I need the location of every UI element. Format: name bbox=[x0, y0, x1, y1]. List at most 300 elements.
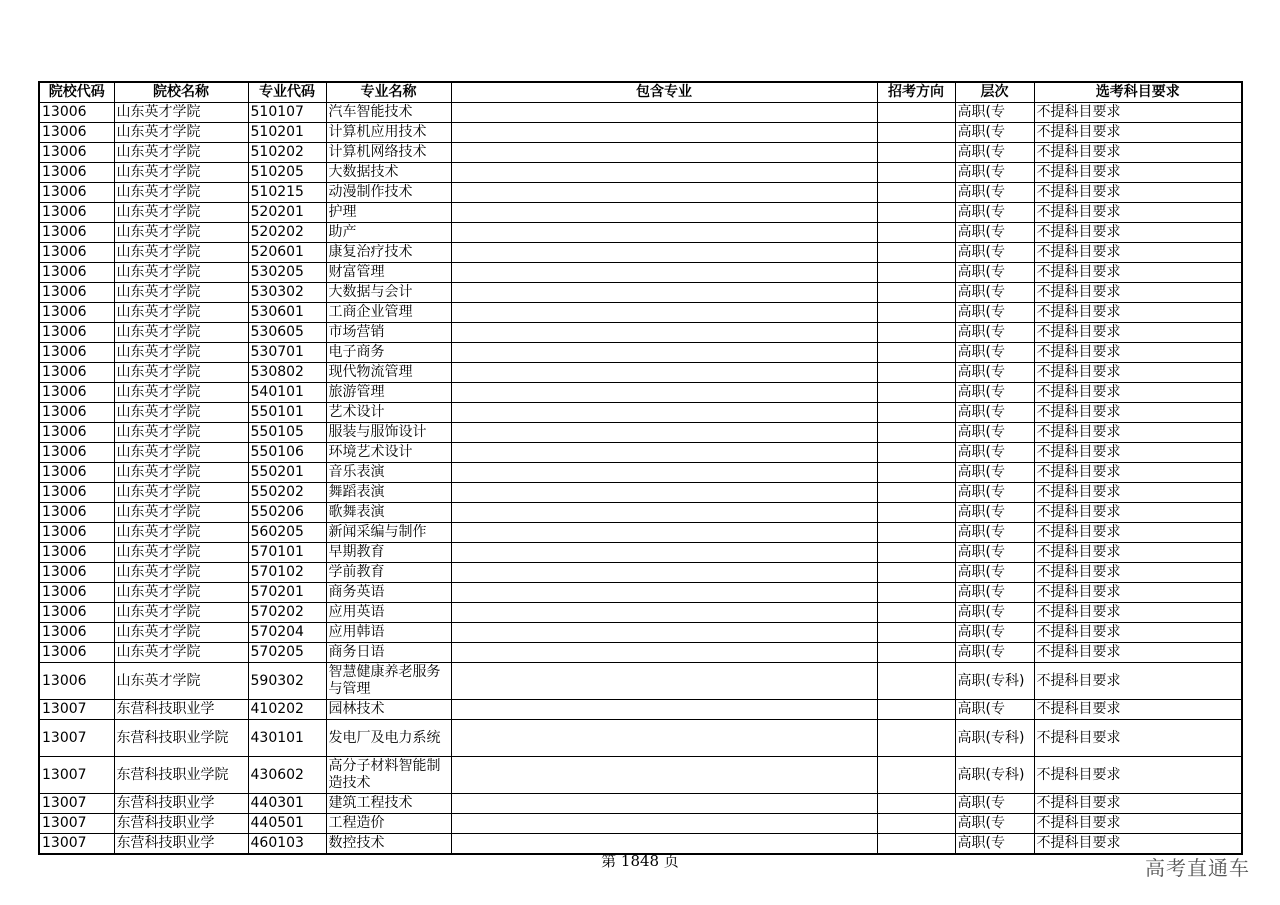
cell-level: 高职(专 bbox=[955, 203, 1034, 223]
cell-school-code: 13006 bbox=[39, 423, 114, 443]
cell-included-majors bbox=[451, 223, 877, 243]
cell-level: 高职(专 bbox=[955, 483, 1034, 503]
cell-school-code: 13006 bbox=[39, 403, 114, 423]
cell-subject-requirement: 不提科目要求 bbox=[1034, 243, 1242, 263]
cell-school-code: 13006 bbox=[39, 343, 114, 363]
cell-subject-requirement: 不提科目要求 bbox=[1034, 700, 1242, 720]
cell-major-name: 电子商务 bbox=[326, 343, 451, 363]
header-row bbox=[39, 82, 1242, 103]
cell-subject-requirement: 不提科目要求 bbox=[1034, 203, 1242, 223]
cell-school-code: 13007 bbox=[39, 720, 114, 757]
header-included-majors: 包含专业 bbox=[451, 82, 877, 103]
cell-major-name: 工商企业管理 bbox=[326, 303, 451, 323]
table-row bbox=[39, 343, 1242, 363]
table-row bbox=[39, 463, 1242, 483]
cell-direction bbox=[877, 383, 955, 403]
table-row bbox=[39, 623, 1242, 643]
cell-major-name: 建筑工程技术 bbox=[326, 794, 451, 814]
cell-school-code: 13006 bbox=[39, 123, 114, 143]
cell-school-name: 东营科技职业学 bbox=[114, 700, 248, 720]
cell-direction bbox=[877, 663, 955, 700]
cell-school-code: 13006 bbox=[39, 603, 114, 623]
cell-major-code: 550202 bbox=[248, 483, 326, 503]
cell-school-code: 13006 bbox=[39, 383, 114, 403]
cell-subject-requirement: 不提科目要求 bbox=[1034, 663, 1242, 700]
cell-direction bbox=[877, 263, 955, 283]
cell-direction bbox=[877, 163, 955, 183]
table-row bbox=[39, 223, 1242, 243]
cell-direction bbox=[877, 223, 955, 243]
cell-included-majors bbox=[451, 563, 877, 583]
cell-major-code: 570202 bbox=[248, 603, 326, 623]
cell-included-majors bbox=[451, 720, 877, 757]
cell-school-name: 山东英才学院 bbox=[114, 163, 248, 183]
cell-included-majors bbox=[451, 323, 877, 343]
cell-included-majors bbox=[451, 583, 877, 603]
cell-level: 高职(专 bbox=[955, 463, 1034, 483]
cell-included-majors bbox=[451, 623, 877, 643]
table-row bbox=[39, 700, 1242, 720]
cell-level: 高职(专 bbox=[955, 543, 1034, 563]
cell-school-name: 山东英才学院 bbox=[114, 343, 248, 363]
cell-major-code: 440301 bbox=[248, 794, 326, 814]
table-row bbox=[39, 757, 1242, 794]
cell-school-code: 13006 bbox=[39, 543, 114, 563]
header-major-name: 专业名称 bbox=[326, 82, 451, 103]
cell-direction bbox=[877, 563, 955, 583]
cell-school-name: 东营科技职业学 bbox=[114, 814, 248, 834]
cell-direction bbox=[877, 303, 955, 323]
cell-major-name: 汽车智能技术 bbox=[326, 103, 451, 123]
cell-level: 高职(专 bbox=[955, 383, 1034, 403]
cell-level: 高职(专 bbox=[955, 700, 1034, 720]
table-row bbox=[39, 323, 1242, 343]
cell-direction bbox=[877, 700, 955, 720]
table-row bbox=[39, 603, 1242, 623]
cell-major-name: 计算机应用技术 bbox=[326, 123, 451, 143]
cell-school-name: 山东英才学院 bbox=[114, 363, 248, 383]
cell-subject-requirement: 不提科目要求 bbox=[1034, 403, 1242, 423]
table-row bbox=[39, 103, 1242, 123]
cell-level: 高职(专 bbox=[955, 834, 1034, 855]
cell-included-majors bbox=[451, 123, 877, 143]
header-level: 层次 bbox=[955, 82, 1034, 103]
cell-school-name: 山东英才学院 bbox=[114, 263, 248, 283]
table-row bbox=[39, 443, 1242, 463]
cell-direction bbox=[877, 123, 955, 143]
cell-school-name: 山东英才学院 bbox=[114, 523, 248, 543]
cell-major-code: 550101 bbox=[248, 403, 326, 423]
cell-direction bbox=[877, 243, 955, 263]
table-row bbox=[39, 203, 1242, 223]
cell-level: 高职(专 bbox=[955, 283, 1034, 303]
table-row bbox=[39, 794, 1242, 814]
cell-subject-requirement: 不提科目要求 bbox=[1034, 834, 1242, 855]
cell-included-majors bbox=[451, 523, 877, 543]
header-subject-requirement: 选考科目要求 bbox=[1034, 82, 1242, 103]
table-row bbox=[39, 243, 1242, 263]
table-row bbox=[39, 503, 1242, 523]
cell-major-name: 护理 bbox=[326, 203, 451, 223]
cell-major-name: 新闻采编与制作 bbox=[326, 523, 451, 543]
cell-school-code: 13006 bbox=[39, 303, 114, 323]
cell-level: 高职(专 bbox=[955, 183, 1034, 203]
cell-subject-requirement: 不提科目要求 bbox=[1034, 283, 1242, 303]
cell-major-name: 艺术设计 bbox=[326, 403, 451, 423]
cell-subject-requirement: 不提科目要求 bbox=[1034, 563, 1242, 583]
cell-major-code: 530601 bbox=[248, 303, 326, 323]
cell-school-name: 山东英才学院 bbox=[114, 623, 248, 643]
cell-subject-requirement: 不提科目要求 bbox=[1034, 623, 1242, 643]
cell-major-name: 学前教育 bbox=[326, 563, 451, 583]
cell-major-code: 430101 bbox=[248, 720, 326, 757]
table-row bbox=[39, 123, 1242, 143]
cell-major-code: 530701 bbox=[248, 343, 326, 363]
cell-level: 高职(专 bbox=[955, 794, 1034, 814]
cell-school-code: 13006 bbox=[39, 263, 114, 283]
cell-school-name: 山东英才学院 bbox=[114, 443, 248, 463]
cell-major-name: 园林技术 bbox=[326, 700, 451, 720]
cell-major-code: 520601 bbox=[248, 243, 326, 263]
cell-subject-requirement: 不提科目要求 bbox=[1034, 323, 1242, 343]
cell-major-code: 410202 bbox=[248, 700, 326, 720]
cell-level: 高职(专 bbox=[955, 643, 1034, 663]
cell-major-name: 音乐表演 bbox=[326, 463, 451, 483]
cell-included-majors bbox=[451, 243, 877, 263]
cell-level: 高职(专科) bbox=[955, 757, 1034, 794]
table-row bbox=[39, 183, 1242, 203]
cell-level: 高职(专 bbox=[955, 443, 1034, 463]
cell-included-majors bbox=[451, 463, 877, 483]
cell-major-code: 440501 bbox=[248, 814, 326, 834]
cell-level: 高职(专 bbox=[955, 343, 1034, 363]
cell-school-code: 13006 bbox=[39, 323, 114, 343]
cell-direction bbox=[877, 603, 955, 623]
cell-included-majors bbox=[451, 423, 877, 443]
cell-subject-requirement: 不提科目要求 bbox=[1034, 543, 1242, 563]
cell-level: 高职(专 bbox=[955, 123, 1034, 143]
cell-included-majors bbox=[451, 203, 877, 223]
cell-major-code: 570101 bbox=[248, 543, 326, 563]
cell-major-code: 530205 bbox=[248, 263, 326, 283]
cell-school-name: 山东英才学院 bbox=[114, 423, 248, 443]
cell-included-majors bbox=[451, 283, 877, 303]
cell-level: 高职(专 bbox=[955, 814, 1034, 834]
cell-subject-requirement: 不提科目要求 bbox=[1034, 583, 1242, 603]
table-row bbox=[39, 643, 1242, 663]
cell-included-majors bbox=[451, 700, 877, 720]
cell-school-name: 山东英才学院 bbox=[114, 283, 248, 303]
cell-major-name: 应用韩语 bbox=[326, 623, 451, 643]
cell-direction bbox=[877, 103, 955, 123]
cell-included-majors bbox=[451, 183, 877, 203]
cell-included-majors bbox=[451, 383, 877, 403]
cell-included-majors bbox=[451, 663, 877, 700]
cell-direction bbox=[877, 483, 955, 503]
cell-school-name: 山东英才学院 bbox=[114, 183, 248, 203]
cell-major-name: 歌舞表演 bbox=[326, 503, 451, 523]
table-row bbox=[39, 163, 1242, 183]
cell-school-name: 山东英才学院 bbox=[114, 303, 248, 323]
cell-subject-requirement: 不提科目要求 bbox=[1034, 757, 1242, 794]
cell-direction bbox=[877, 423, 955, 443]
cell-major-code: 510107 bbox=[248, 103, 326, 123]
cell-direction bbox=[877, 463, 955, 483]
cell-major-code: 460103 bbox=[248, 834, 326, 855]
cell-school-code: 13006 bbox=[39, 183, 114, 203]
cell-major-code: 550105 bbox=[248, 423, 326, 443]
cell-school-name: 山东英才学院 bbox=[114, 203, 248, 223]
cell-subject-requirement: 不提科目要求 bbox=[1034, 503, 1242, 523]
cell-school-code: 13006 bbox=[39, 623, 114, 643]
cell-subject-requirement: 不提科目要求 bbox=[1034, 123, 1242, 143]
cell-school-code: 13006 bbox=[39, 563, 114, 583]
cell-major-name: 动漫制作技术 bbox=[326, 183, 451, 203]
cell-level: 高职(专 bbox=[955, 263, 1034, 283]
cell-included-majors bbox=[451, 757, 877, 794]
cell-major-code: 590302 bbox=[248, 663, 326, 700]
cell-direction bbox=[877, 757, 955, 794]
cell-major-name: 商务日语 bbox=[326, 643, 451, 663]
cell-direction bbox=[877, 543, 955, 563]
cell-direction bbox=[877, 323, 955, 343]
cell-school-code: 13006 bbox=[39, 503, 114, 523]
watermark-logo: 高考直通车 bbox=[1145, 856, 1250, 880]
cell-school-name: 山东英才学院 bbox=[114, 103, 248, 123]
cell-major-name: 高分子材料智能制造技术 bbox=[326, 757, 451, 794]
cell-direction bbox=[877, 503, 955, 523]
cell-school-code: 13006 bbox=[39, 223, 114, 243]
table-row bbox=[39, 383, 1242, 403]
cell-included-majors bbox=[451, 603, 877, 623]
cell-level: 高职(专 bbox=[955, 243, 1034, 263]
cell-level: 高职(专 bbox=[955, 603, 1034, 623]
cell-school-name: 山东英才学院 bbox=[114, 123, 248, 143]
cell-subject-requirement: 不提科目要求 bbox=[1034, 603, 1242, 623]
cell-school-code: 13007 bbox=[39, 794, 114, 814]
cell-major-name: 助产 bbox=[326, 223, 451, 243]
table-row bbox=[39, 263, 1242, 283]
cell-school-code: 13006 bbox=[39, 443, 114, 463]
cell-subject-requirement: 不提科目要求 bbox=[1034, 103, 1242, 123]
cell-school-name: 山东英才学院 bbox=[114, 243, 248, 263]
cell-included-majors bbox=[451, 263, 877, 283]
cell-school-name: 山东英才学院 bbox=[114, 143, 248, 163]
cell-major-code: 520201 bbox=[248, 203, 326, 223]
table-body bbox=[39, 103, 1242, 855]
cell-major-code: 570201 bbox=[248, 583, 326, 603]
cell-included-majors bbox=[451, 343, 877, 363]
cell-major-code: 570205 bbox=[248, 643, 326, 663]
cell-level: 高职(专 bbox=[955, 403, 1034, 423]
cell-school-name: 山东英才学院 bbox=[114, 643, 248, 663]
cell-major-name: 发电厂及电力系统 bbox=[326, 720, 451, 757]
cell-school-code: 13006 bbox=[39, 283, 114, 303]
cell-subject-requirement: 不提科目要求 bbox=[1034, 814, 1242, 834]
cell-school-name: 山东英才学院 bbox=[114, 583, 248, 603]
cell-direction bbox=[877, 643, 955, 663]
cell-level: 高职(专科) bbox=[955, 720, 1034, 757]
cell-subject-requirement: 不提科目要求 bbox=[1034, 443, 1242, 463]
cell-subject-requirement: 不提科目要求 bbox=[1034, 794, 1242, 814]
cell-level: 高职(专 bbox=[955, 103, 1034, 123]
cell-school-code: 13006 bbox=[39, 463, 114, 483]
cell-subject-requirement: 不提科目要求 bbox=[1034, 523, 1242, 543]
cell-major-name: 大数据技术 bbox=[326, 163, 451, 183]
cell-school-code: 13006 bbox=[39, 143, 114, 163]
header-school-name: 院校名称 bbox=[114, 82, 248, 103]
cell-included-majors bbox=[451, 503, 877, 523]
cell-level: 高职(专 bbox=[955, 143, 1034, 163]
cell-school-code: 13006 bbox=[39, 243, 114, 263]
cell-direction bbox=[877, 523, 955, 543]
table-row bbox=[39, 583, 1242, 603]
cell-level: 高职(专 bbox=[955, 503, 1034, 523]
cell-major-name: 财富管理 bbox=[326, 263, 451, 283]
cell-school-code: 13006 bbox=[39, 363, 114, 383]
cell-subject-requirement: 不提科目要求 bbox=[1034, 163, 1242, 183]
cell-direction bbox=[877, 403, 955, 423]
cell-school-name: 山东英才学院 bbox=[114, 663, 248, 700]
cell-major-code: 570204 bbox=[248, 623, 326, 643]
cell-school-code: 13006 bbox=[39, 103, 114, 123]
cell-school-name: 山东英才学院 bbox=[114, 403, 248, 423]
cell-major-name: 服装与服饰设计 bbox=[326, 423, 451, 443]
cell-subject-requirement: 不提科目要求 bbox=[1034, 143, 1242, 163]
cell-school-name: 东营科技职业学院 bbox=[114, 720, 248, 757]
cell-level: 高职(专 bbox=[955, 423, 1034, 443]
cell-direction bbox=[877, 183, 955, 203]
cell-included-majors bbox=[451, 643, 877, 663]
table-row bbox=[39, 543, 1242, 563]
cell-level: 高职(专 bbox=[955, 303, 1034, 323]
cell-level: 高职(专 bbox=[955, 163, 1034, 183]
header-major-code: 专业代码 bbox=[248, 82, 326, 103]
table-row bbox=[39, 303, 1242, 323]
cell-included-majors bbox=[451, 103, 877, 123]
cell-included-majors bbox=[451, 163, 877, 183]
cell-level: 高职(专 bbox=[955, 363, 1034, 383]
cell-included-majors bbox=[451, 363, 877, 383]
cell-school-name: 山东英才学院 bbox=[114, 563, 248, 583]
page-number: 第 1848 页 bbox=[601, 852, 679, 870]
table-row bbox=[39, 403, 1242, 423]
table-row bbox=[39, 483, 1242, 503]
cell-school-name: 山东英才学院 bbox=[114, 603, 248, 623]
cell-level: 高职(专 bbox=[955, 623, 1034, 643]
cell-school-name: 山东英才学院 bbox=[114, 463, 248, 483]
cell-included-majors bbox=[451, 794, 877, 814]
cell-school-code: 13007 bbox=[39, 814, 114, 834]
cell-major-code: 570102 bbox=[248, 563, 326, 583]
cell-subject-requirement: 不提科目要求 bbox=[1034, 483, 1242, 503]
cell-included-majors bbox=[451, 303, 877, 323]
cell-subject-requirement: 不提科目要求 bbox=[1034, 303, 1242, 323]
cell-major-name: 早期教育 bbox=[326, 543, 451, 563]
cell-major-name: 数控技术 bbox=[326, 834, 451, 855]
cell-school-code: 13006 bbox=[39, 203, 114, 223]
cell-level: 高职(专 bbox=[955, 523, 1034, 543]
table-row bbox=[39, 720, 1242, 757]
cell-direction bbox=[877, 443, 955, 463]
cell-subject-requirement: 不提科目要求 bbox=[1034, 720, 1242, 757]
cell-subject-requirement: 不提科目要求 bbox=[1034, 383, 1242, 403]
cell-major-code: 550206 bbox=[248, 503, 326, 523]
table-row bbox=[39, 363, 1242, 383]
cell-school-name: 山东英才学院 bbox=[114, 543, 248, 563]
cell-major-name: 康复治疗技术 bbox=[326, 243, 451, 263]
cell-school-name: 山东英才学院 bbox=[114, 483, 248, 503]
cell-included-majors bbox=[451, 483, 877, 503]
cell-subject-requirement: 不提科目要求 bbox=[1034, 223, 1242, 243]
cell-subject-requirement: 不提科目要求 bbox=[1034, 363, 1242, 383]
cell-major-code: 510215 bbox=[248, 183, 326, 203]
cell-school-code: 13006 bbox=[39, 483, 114, 503]
cell-major-code: 430602 bbox=[248, 757, 326, 794]
cell-major-name: 计算机网络技术 bbox=[326, 143, 451, 163]
cell-school-name: 东营科技职业学 bbox=[114, 794, 248, 814]
cell-school-code: 13006 bbox=[39, 643, 114, 663]
cell-direction bbox=[877, 343, 955, 363]
cell-subject-requirement: 不提科目要求 bbox=[1034, 463, 1242, 483]
cell-major-code: 510205 bbox=[248, 163, 326, 183]
cell-major-name: 工程造价 bbox=[326, 814, 451, 834]
cell-direction bbox=[877, 794, 955, 814]
table-row bbox=[39, 143, 1242, 163]
cell-level: 高职(专 bbox=[955, 223, 1034, 243]
cell-major-code: 510201 bbox=[248, 123, 326, 143]
cell-level: 高职(专 bbox=[955, 563, 1034, 583]
cell-major-name: 市场营销 bbox=[326, 323, 451, 343]
cell-school-name: 山东英才学院 bbox=[114, 323, 248, 343]
cell-major-code: 560205 bbox=[248, 523, 326, 543]
table-row bbox=[39, 814, 1242, 834]
cell-major-code: 530302 bbox=[248, 283, 326, 303]
cell-direction bbox=[877, 720, 955, 757]
cell-major-name: 大数据与会计 bbox=[326, 283, 451, 303]
cell-school-code: 13006 bbox=[39, 663, 114, 700]
cell-major-name: 现代物流管理 bbox=[326, 363, 451, 383]
cell-major-name: 环境艺术设计 bbox=[326, 443, 451, 463]
cell-included-majors bbox=[451, 543, 877, 563]
cell-school-code: 13007 bbox=[39, 757, 114, 794]
cell-major-code: 530802 bbox=[248, 363, 326, 383]
cell-school-name: 山东英才学院 bbox=[114, 223, 248, 243]
cell-level: 高职(专 bbox=[955, 323, 1034, 343]
cell-subject-requirement: 不提科目要求 bbox=[1034, 343, 1242, 363]
cell-major-code: 550106 bbox=[248, 443, 326, 463]
cell-school-code: 13006 bbox=[39, 583, 114, 603]
cell-major-code: 540101 bbox=[248, 383, 326, 403]
cell-included-majors bbox=[451, 814, 877, 834]
cell-level: 高职(专科) bbox=[955, 663, 1034, 700]
cell-major-code: 520202 bbox=[248, 223, 326, 243]
cell-level: 高职(专 bbox=[955, 583, 1034, 603]
cell-subject-requirement: 不提科目要求 bbox=[1034, 183, 1242, 203]
cell-direction bbox=[877, 203, 955, 223]
cell-subject-requirement: 不提科目要求 bbox=[1034, 423, 1242, 443]
cell-school-name: 东营科技职业学院 bbox=[114, 757, 248, 794]
cell-school-name: 山东英才学院 bbox=[114, 503, 248, 523]
cell-direction bbox=[877, 143, 955, 163]
cell-major-name: 智慧健康养老服务与管理 bbox=[326, 663, 451, 700]
cell-major-name: 商务英语 bbox=[326, 583, 451, 603]
cell-school-code: 13007 bbox=[39, 834, 114, 855]
cell-subject-requirement: 不提科目要求 bbox=[1034, 263, 1242, 283]
cell-direction bbox=[877, 283, 955, 303]
cell-direction bbox=[877, 583, 955, 603]
cell-major-code: 510202 bbox=[248, 143, 326, 163]
